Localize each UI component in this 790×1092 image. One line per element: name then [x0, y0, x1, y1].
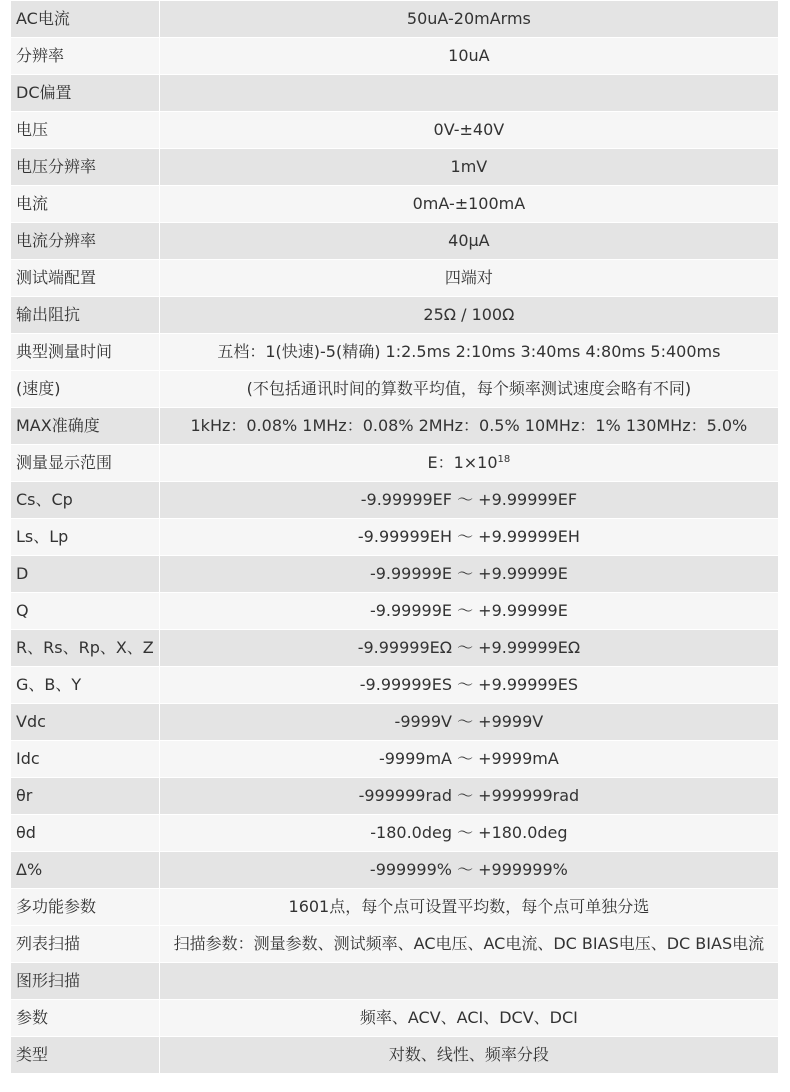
spec-value — [159, 75, 778, 112]
spec-row — [11, 1037, 779, 1074]
spec-row — [11, 778, 779, 815]
spec-label: MAX准确度 — [11, 408, 160, 445]
spec-value: -999999% ～ +999999% — [159, 852, 778, 889]
spec-label: 电压 — [11, 112, 160, 149]
spec-row — [11, 223, 779, 260]
spec-value: -9.99999E ～ +9.99999E — [159, 593, 778, 630]
spec-label: 电流 — [11, 186, 160, 223]
spec-value: 40μA — [159, 223, 778, 260]
spec-label: D — [11, 556, 160, 593]
spec-value: 50uA-20mArms — [159, 1, 778, 38]
spec-row — [11, 1, 779, 38]
spec-row — [11, 815, 779, 852]
spec-row — [11, 445, 779, 482]
spec-label: Vdc — [11, 704, 160, 741]
spec-row — [11, 297, 779, 334]
spec-label: 列表扫描 — [11, 926, 160, 963]
spec-value: -9.99999EΩ ～ +9.99999EΩ — [159, 630, 778, 667]
spec-value: 1601点，每个点可设置平均数，每个点可单独分选 — [159, 889, 778, 926]
spec-row — [11, 149, 779, 186]
spec-label: (速度) — [11, 371, 160, 408]
spec-value: 25Ω / 100Ω — [159, 297, 778, 334]
range-exponent: 18 — [497, 454, 511, 465]
spec-label: AC电流 — [11, 1, 160, 38]
spec-row — [11, 963, 779, 1000]
spec-label: G、B、Y — [11, 667, 160, 704]
spec-label: 参数 — [11, 1000, 160, 1037]
range-base: E：1×10 — [427, 453, 498, 472]
spec-label: Cs、Cp — [11, 482, 160, 519]
spec-value: 扫描参数：测量参数、测试频率、AC电压、AC电流、DC BIAS电压、DC BIAS电流 — [159, 926, 778, 963]
spec-value: 0V-±40V — [159, 112, 778, 149]
spec-value — [159, 445, 778, 482]
spec-value: 1kHz：0.08% 1MHz：0.08% 2MHz：0.5% 10MHz：1% 130MHz：5.0% — [159, 408, 778, 445]
spec-value: -9.99999ES ～ +9.99999ES — [159, 667, 778, 704]
spec-value: -9999V ～ +9999V — [159, 704, 778, 741]
spec-value: 四端对 — [159, 260, 778, 297]
spec-label: 多功能参数 — [11, 889, 160, 926]
spec-label: 测量显示范围 — [11, 445, 160, 482]
spec-row — [11, 519, 779, 556]
spec-row — [11, 852, 779, 889]
spec-value — [159, 963, 778, 1000]
spec-row — [11, 334, 779, 371]
spec-label: 电流分辨率 — [11, 223, 160, 260]
spec-label: 类型 — [11, 1037, 160, 1074]
spec-row — [11, 704, 779, 741]
spec-label: 电压分辨率 — [11, 149, 160, 186]
spec-label: 图形扫描 — [11, 963, 160, 1000]
spec-value: -9.99999EH ～ +9.99999EH — [159, 519, 778, 556]
spec-label: Idc — [11, 741, 160, 778]
spec-value: 五档：1(快速)-5(精确) 1:2.5ms 2:10ms 3:40ms 4:80ms 5:400ms — [159, 334, 778, 371]
spec-table — [10, 0, 779, 1074]
spec-row — [11, 371, 779, 408]
spec-row — [11, 75, 779, 112]
spec-value: -9999mA ～ +9999mA — [159, 741, 778, 778]
spec-row — [11, 408, 779, 445]
spec-label: 输出阻抗 — [11, 297, 160, 334]
spec-label: DC偏置 — [11, 75, 160, 112]
spec-label: Q — [11, 593, 160, 630]
spec-row — [11, 1000, 779, 1037]
spec-value: 对数、线性、频率分段 — [159, 1037, 778, 1074]
spec-row — [11, 630, 779, 667]
spec-row — [11, 482, 779, 519]
spec-row — [11, 556, 779, 593]
spec-value: -9.99999EF ～ +9.99999EF — [159, 482, 778, 519]
spec-row — [11, 593, 779, 630]
spec-row — [11, 112, 779, 149]
spec-row — [11, 926, 779, 963]
spec-row — [11, 667, 779, 704]
spec-value: 0mA-±100mA — [159, 186, 778, 223]
spec-value: (不包括通讯时间的算数平均值，每个频率测试速度会略有不同) — [159, 371, 778, 408]
spec-label: Δ% — [11, 852, 160, 889]
spec-label: θd — [11, 815, 160, 852]
spec-row — [11, 260, 779, 297]
spec-value: -999999rad ～ +999999rad — [159, 778, 778, 815]
spec-label: Ls、Lp — [11, 519, 160, 556]
spec-row — [11, 741, 779, 778]
spec-label: 测试端配置 — [11, 260, 160, 297]
spec-label: 典型测量时间 — [11, 334, 160, 371]
spec-value: 10uA — [159, 38, 778, 75]
spec-value: 频率、ACV、ACI、DCV、DCI — [159, 1000, 778, 1037]
spec-row — [11, 186, 779, 223]
spec-label: θr — [11, 778, 160, 815]
spec-value: -9.99999E ～ +9.99999E — [159, 556, 778, 593]
spec-value: 1mV — [159, 149, 778, 186]
spec-label: 分辨率 — [11, 38, 160, 75]
spec-row — [11, 38, 779, 75]
spec-label: R、Rs、Rp、X、Z — [11, 630, 160, 667]
spec-value: -180.0deg ～ +180.0deg — [159, 815, 778, 852]
spec-row — [11, 889, 779, 926]
